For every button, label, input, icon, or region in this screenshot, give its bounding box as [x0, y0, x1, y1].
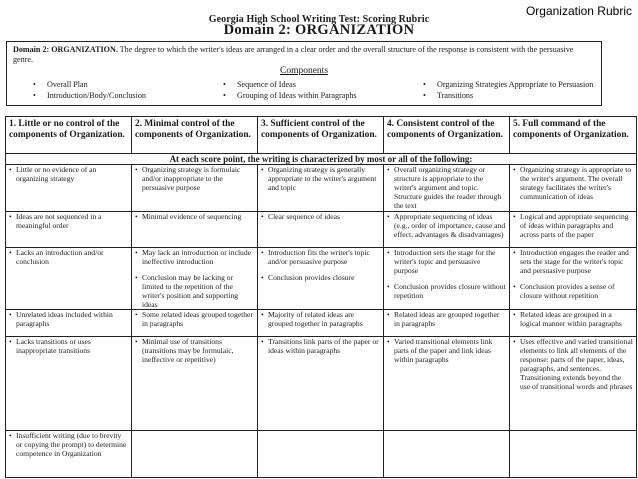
score-header-2: 2. Minimal control of the components of Organization.: [132, 117, 258, 154]
criterion-item: • Unrelated ideas included within paragraphs: [9, 311, 128, 329]
rubric-cell: [510, 165, 637, 212]
criterion-item: • Minimal use of transitions (transitions may be formulaic, ineffective or repetitive): [135, 338, 254, 365]
criterion-item: • Little or no evidence of an organizing strategy: [9, 166, 128, 184]
components-column-3: [421, 79, 593, 101]
domain-description-text: The degree to which the writer's ideas are arranged in a clear order and the overall structure of the response is consistent with the persuasive genre.: [13, 45, 574, 65]
criteria-list: [513, 213, 633, 240]
criterion-item: • Ideas are not sequenced in a meaningful order: [9, 213, 128, 231]
rubric-cell: [6, 310, 132, 337]
criterion-item: • Clear sequence of ideas: [261, 213, 380, 222]
criteria-list: [9, 311, 128, 329]
criterion-item: • Conclusion provides closure: [261, 274, 380, 283]
rubric-cell: [258, 248, 384, 310]
criterion-item: • Varied transitional elements link parts of the paper and link ideas within paragraphs: [387, 338, 506, 365]
rubric-cell: [132, 431, 258, 478]
criterion-item: • Introduction sets the stage for the writer's topic and persuasive purpose: [387, 249, 506, 276]
rubric-cell: [132, 165, 258, 212]
rubric-cell: [510, 310, 637, 337]
criterion-item: • Conclusion may be lacking or limited to the repetition of the writer's position and supporting ideas: [135, 274, 254, 310]
rubric-cell: [6, 212, 132, 248]
rubric-header-row: [6, 117, 637, 154]
table-row: [6, 337, 637, 431]
slide-corner-label: Organization Rubric: [525, 4, 632, 18]
rubric-cell: [258, 165, 384, 212]
table-row: [6, 165, 637, 212]
rubric-cell: [132, 310, 258, 337]
rubric-cell: [510, 337, 637, 431]
component-item: • Grouping of Ideas within Paragraphs: [221, 90, 357, 101]
component-item: • Organizing Strategies Appropriate to Persuasion: [421, 79, 593, 90]
rubric-cell: [384, 248, 510, 310]
rubric-cell: [6, 165, 132, 212]
rubric-cell: [384, 165, 510, 212]
component-item: • Transitions: [421, 90, 593, 101]
criterion-item: • Majority of related ideas are grouped together in paragraphs: [261, 311, 380, 329]
table-row: [6, 212, 637, 248]
criteria-list: [261, 166, 380, 193]
rubric-span-row: [6, 154, 637, 165]
document-title: Georgia High School Writing Test: Scoring Rubric: [208, 14, 430, 25]
criteria-list: [387, 166, 506, 211]
criterion-item: • Minimal evidence of sequencing: [135, 213, 254, 222]
criterion-item: • Overall organizing strategy or structure is appropriate to the writer's argument and topic. Structure guides the reader through the text: [387, 166, 506, 211]
rubric-cell: [258, 212, 384, 248]
rubric-cell: [384, 337, 510, 431]
table-row: [6, 248, 637, 310]
criteria-list: [513, 166, 633, 202]
rubric-cell: [384, 212, 510, 248]
rubric-cell: [6, 337, 132, 431]
component-item: • Overall Plan: [31, 79, 146, 90]
criterion-item: • Some related ideas grouped together in paragraphs: [135, 311, 254, 329]
score-header-4: 4. Consistent control of the components of Organization.: [384, 117, 510, 154]
criterion-item: • Organizing strategy is formulaic and/or inappropriate to the persuasive purpose: [135, 166, 254, 193]
criteria-list: [135, 311, 254, 329]
criteria-list: [261, 338, 380, 356]
domain-description: [13, 45, 595, 66]
criteria-list: [387, 213, 506, 240]
criteria-list: [9, 166, 128, 184]
criteria-list: [9, 249, 128, 267]
criterion-item: • Related ideas are grouped in a logical manner within paragraphs: [513, 311, 633, 329]
criteria-list: [261, 249, 380, 283]
criteria-list: [513, 249, 633, 301]
criteria-list: [387, 311, 506, 329]
criterion-item: • Lacks transitions or uses inappropriate transitions: [9, 338, 128, 356]
rubric-cell: [510, 212, 637, 248]
domain-lead: Domain 2: ORGANIZATION.: [13, 45, 118, 54]
rubric-cell: [510, 431, 637, 478]
score-header-3: 3. Sufficient control of the components of Organization.: [258, 117, 384, 154]
score-point-note: At each score point, the writing is characterized by most or all of the following:: [6, 154, 637, 165]
criteria-list: [9, 213, 128, 231]
rubric-cell: [132, 212, 258, 248]
criterion-item: • Conclusion provides a sense of closure without repetition: [513, 283, 633, 301]
criterion-item: • Appropriate sequencing of ideas (e.g., order of importance, cause and effect, advantages & disadvantages): [387, 213, 506, 240]
criterion-item: • Logical and appropriate sequencing of ideas within paragraphs and across parts of the paper: [513, 213, 633, 240]
criterion-item: • Uses effective and varied transitional elements to link all elements of the response: parts of the paper, ideas, paragraphs, and sentences. Transitioning extends beyond the use of transitional words and phrases: [513, 338, 633, 391]
criterion-item: • Introduction fits the writer's topic and/or persuasive purpose: [261, 249, 380, 267]
table-row: [6, 431, 637, 478]
rubric-body: [6, 165, 637, 478]
rubric-cell: [132, 337, 258, 431]
table-row: [6, 310, 637, 337]
criterion-item: • May lack an introduction or include ineffective introduction: [135, 249, 254, 267]
criteria-list: [135, 249, 254, 309]
components-column-1: [31, 79, 146, 101]
rubric-cell: [132, 248, 258, 310]
criteria-list: [513, 338, 633, 391]
criterion-item: • Lacks an introduction and/or conclusion: [9, 249, 128, 267]
rubric-cell: [258, 431, 384, 478]
criteria-list: [9, 338, 128, 356]
rubric-cell: [6, 431, 132, 478]
rubric-cell: [510, 248, 637, 310]
rubric-cell: [384, 310, 510, 337]
criteria-list: [135, 338, 254, 365]
criteria-list: [261, 311, 380, 329]
criterion-item: • Transitions link parts of the paper or ideas within paragraphs: [261, 338, 380, 356]
criteria-list: [513, 311, 633, 329]
criteria-list: [135, 213, 254, 222]
rubric-cell: [258, 337, 384, 431]
component-item: • Sequence of Ideas: [221, 79, 357, 90]
rubric-table: [5, 116, 637, 478]
score-header-5: 5. Full command of the components of Organization.: [510, 117, 637, 154]
rubric-cell: [258, 310, 384, 337]
document-subtitle: Domain 2: ORGANIZATION: [223, 22, 415, 38]
criterion-item: • Organizing strategy is generally appropriate to the writer's argument and topic: [261, 166, 380, 193]
criterion-item: • Conclusion provides closure without repetition: [387, 283, 506, 301]
criteria-list: [9, 432, 128, 459]
criterion-item: • Insufficient writing (due to brevity or copying the prompt) to determine competence in Organization: [9, 432, 128, 459]
criterion-item: • Related ideas are grouped together in paragraphs: [387, 311, 506, 329]
rubric-cell: [6, 248, 132, 310]
domain-description-box: [6, 41, 602, 106]
criteria-list: [387, 249, 506, 301]
criteria-list: [387, 338, 506, 365]
rubric-cell: [384, 431, 510, 478]
score-header-1: 1. Little or no control of the components of Organization.: [6, 117, 132, 154]
components-heading: Components: [279, 66, 329, 76]
criterion-item: • Introduction engages the reader and sets the stage for the writer's topic and persuasive purpose: [513, 249, 633, 276]
component-item: • Introduction/Body/Conclusion: [31, 90, 146, 101]
components-column-2: [221, 79, 357, 101]
criterion-item: • Organizing strategy is appropriate to the writer's argument. The overall strategy facilitates the writer's communication of ideas: [513, 166, 633, 202]
criteria-list: [135, 166, 254, 193]
criteria-list: [261, 213, 380, 222]
